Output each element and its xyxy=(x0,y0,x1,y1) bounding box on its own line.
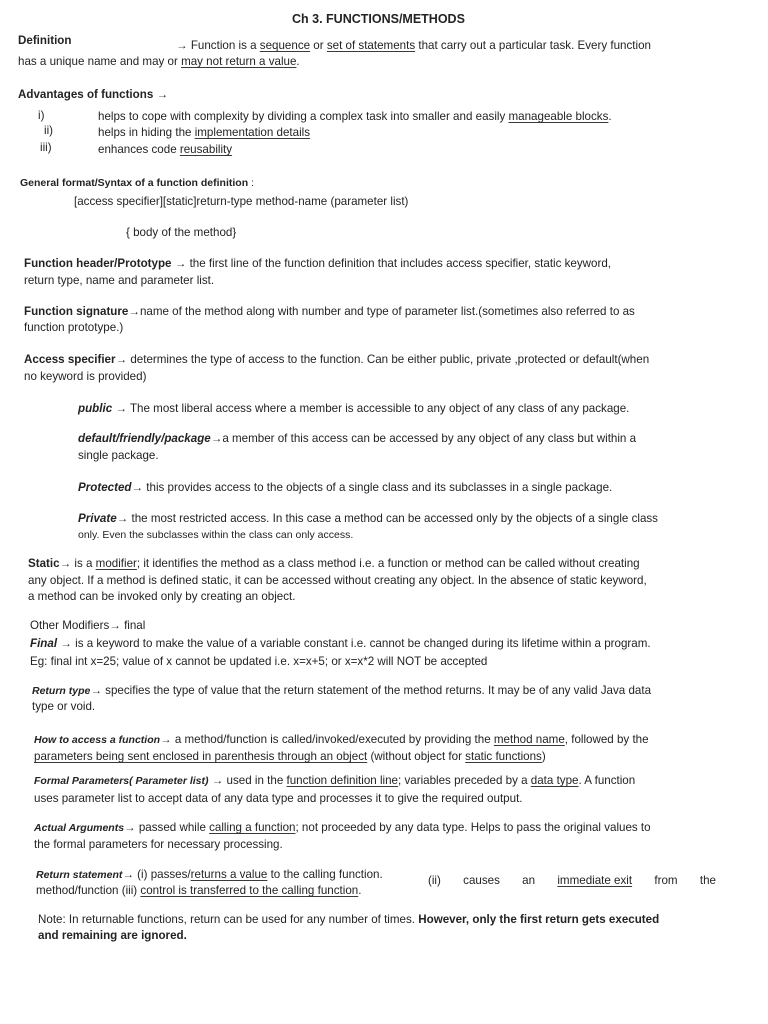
arrow-icon: → xyxy=(122,868,134,881)
underlined-phrase: sequence xyxy=(259,39,311,52)
arrow-icon: → xyxy=(115,353,128,366)
advantage-item-num: i) xyxy=(38,109,45,122)
arrow-icon: → xyxy=(90,684,102,697)
default-line1: default/friendly/package→a member of this access can be accessed by any object of any class but within a xyxy=(78,432,637,445)
how-to-access-line2: parameters being sent enclosed in parenthesis through an object (without object for static functions) xyxy=(34,750,546,763)
function-signature-line2: function prototype.) xyxy=(24,321,124,334)
underlined-phrase: returns a value xyxy=(190,868,268,881)
arrow-icon: → xyxy=(116,512,129,525)
arrow-icon: → xyxy=(210,432,223,445)
static-line2: any object. If a method is defined static, it can be accessed without creating any object. In the absence of static keyword, xyxy=(28,574,647,587)
return-type-line2: type or void. xyxy=(32,700,96,713)
underlined-phrase: parameters being sent enclosed in parenthesis through an object xyxy=(34,750,368,763)
access-specifier-line1: Access specifier→ determines the type of access to the function. Can be either public, private ,protected or default(when xyxy=(24,353,650,366)
underlined-phrase: method name xyxy=(493,733,565,746)
formal-parameters-line1: Formal Parameters( Parameter list) → used in the function definition line; variables preceded by a data type. A function xyxy=(34,774,636,787)
return-type-line1: Return type→ specifies the type of value that the return statement of the method returns. It may be of any valid Java data xyxy=(32,684,652,697)
actual-arguments-line1: Actual Arguments→ passed while calling a function; not proceeded by any data type. Helps to pass the original values to xyxy=(34,821,651,834)
advantage-item: enhances code reusability xyxy=(98,143,233,156)
underlined-phrase: static functions xyxy=(465,750,542,763)
definition-text-line2: has a unique name and may or may not return a value. xyxy=(18,55,300,68)
return-statement-line1b: (ii) causes an immediate exit from the xyxy=(428,874,716,887)
advantage-item: helps in hiding the implementation details xyxy=(98,126,311,139)
advantage-item-num: ii) xyxy=(44,124,54,137)
private-line2: only. Even the subclasses within the class can only access. xyxy=(78,529,354,541)
advantage-item: helps to cope with complexity by dividing a complex task into smaller and easily manageable blocks. xyxy=(98,110,612,123)
underlined-phrase: modifier xyxy=(95,557,137,570)
underlined-phrase: manageable blocks xyxy=(508,110,609,123)
return-statement-line1a: Return statement→ (i) passes/returns a value to the calling function. xyxy=(36,868,383,881)
arrow-icon: → xyxy=(176,39,188,52)
static-line3: a method can be invoked only by creating an object. xyxy=(28,590,296,603)
underlined-phrase: immediate exit xyxy=(557,874,633,887)
definition-term: Definition xyxy=(18,34,72,47)
static-line1: Static→ is a modifier; it identifies the method as a class method i.e. a function or method can be called without creating xyxy=(28,557,640,570)
formal-parameters-line2: uses parameter list to accept data of any data type and processes it to give the required output. xyxy=(34,792,523,805)
protected-line: Protected→ this provides access to the objects of a single class and its subclasses in a single package. xyxy=(78,481,613,494)
underlined-phrase: data type xyxy=(530,774,579,787)
underlined-phrase: implementation details xyxy=(194,126,311,139)
function-signature-line1: Function signature→name of the method along with number and type of parameter list.(sometimes also referred to as xyxy=(24,305,635,318)
arrow-icon: → xyxy=(109,619,121,632)
public-line: public → The most liberal access where a member is accessible to any object of any class of any package. xyxy=(78,402,630,415)
function-header-line1: Function header/Prototype → the first line of the function definition that includes access specifier, static keyword, xyxy=(24,257,612,270)
final-line2: Eg: final int x=25; value of x cannot be updated i.e. x=x+5; or x=x*2 will NOT be accepted xyxy=(30,655,488,668)
note-line2: and remaining are ignored. xyxy=(38,929,187,942)
definition-text: → Function is a sequence or set of statements that carry out a particular task. Every function xyxy=(176,39,651,52)
return-statement-line2: method/function (iii) control is transferred to the calling function. xyxy=(36,884,362,897)
syntax-line: [access specifier][static]return-type method-name (parameter list) xyxy=(74,195,409,208)
function-header-line2: return type, name and parameter list. xyxy=(24,274,215,287)
underlined-phrase: may not return a value xyxy=(181,55,297,68)
arrow-icon: → xyxy=(128,305,140,318)
arrow-icon: → xyxy=(174,257,187,270)
private-line1: Private→ the most restricted access. In this case a method can be accessed only by the objects of a single class xyxy=(78,512,658,525)
advantages-heading: Advantages of functions → xyxy=(18,88,169,101)
access-specifier-line2: no keyword is provided) xyxy=(24,370,147,383)
arrow-icon: → xyxy=(124,821,136,834)
page-title: Ch 3. FUNCTIONS/METHODS xyxy=(292,12,465,26)
note-line1: Note: In returnable functions, return can be used for any number of times. However, only the first return gets executed xyxy=(38,913,660,926)
arrow-icon: → xyxy=(60,637,72,650)
arrow-icon: → xyxy=(160,733,172,746)
actual-arguments-line2: the formal parameters for necessary processing. xyxy=(34,838,283,851)
advantage-item-num: iii) xyxy=(40,141,52,154)
default-line2: single package. xyxy=(78,449,159,462)
arrow-icon: → xyxy=(59,557,72,570)
syntax-body-line: { body of the method} xyxy=(126,226,237,239)
definition-label xyxy=(18,34,71,48)
underlined-phrase: control is transferred to the calling function xyxy=(140,884,359,897)
syntax-heading: General format/Syntax of a function definition : xyxy=(20,177,254,189)
underlined-phrase: function definition line xyxy=(286,774,399,787)
underlined-phrase: set of statements xyxy=(326,39,416,52)
how-to-access-line1: How to access a function→ a method/function is called/invoked/executed by providing the method name, followed by the xyxy=(34,733,649,746)
other-modifiers-line: Other Modifiers→ final xyxy=(30,619,146,632)
underlined-phrase: calling a function xyxy=(209,821,296,834)
arrow-icon: → xyxy=(156,88,169,101)
final-line1: Final → is a keyword to make the value of a variable constant i.e. cannot be changed during its lifetime within a program. xyxy=(30,637,651,650)
arrow-icon: → xyxy=(115,402,127,415)
underlined-phrase: reusability xyxy=(179,143,233,156)
arrow-icon: → xyxy=(211,774,224,787)
arrow-icon: → xyxy=(131,481,144,494)
